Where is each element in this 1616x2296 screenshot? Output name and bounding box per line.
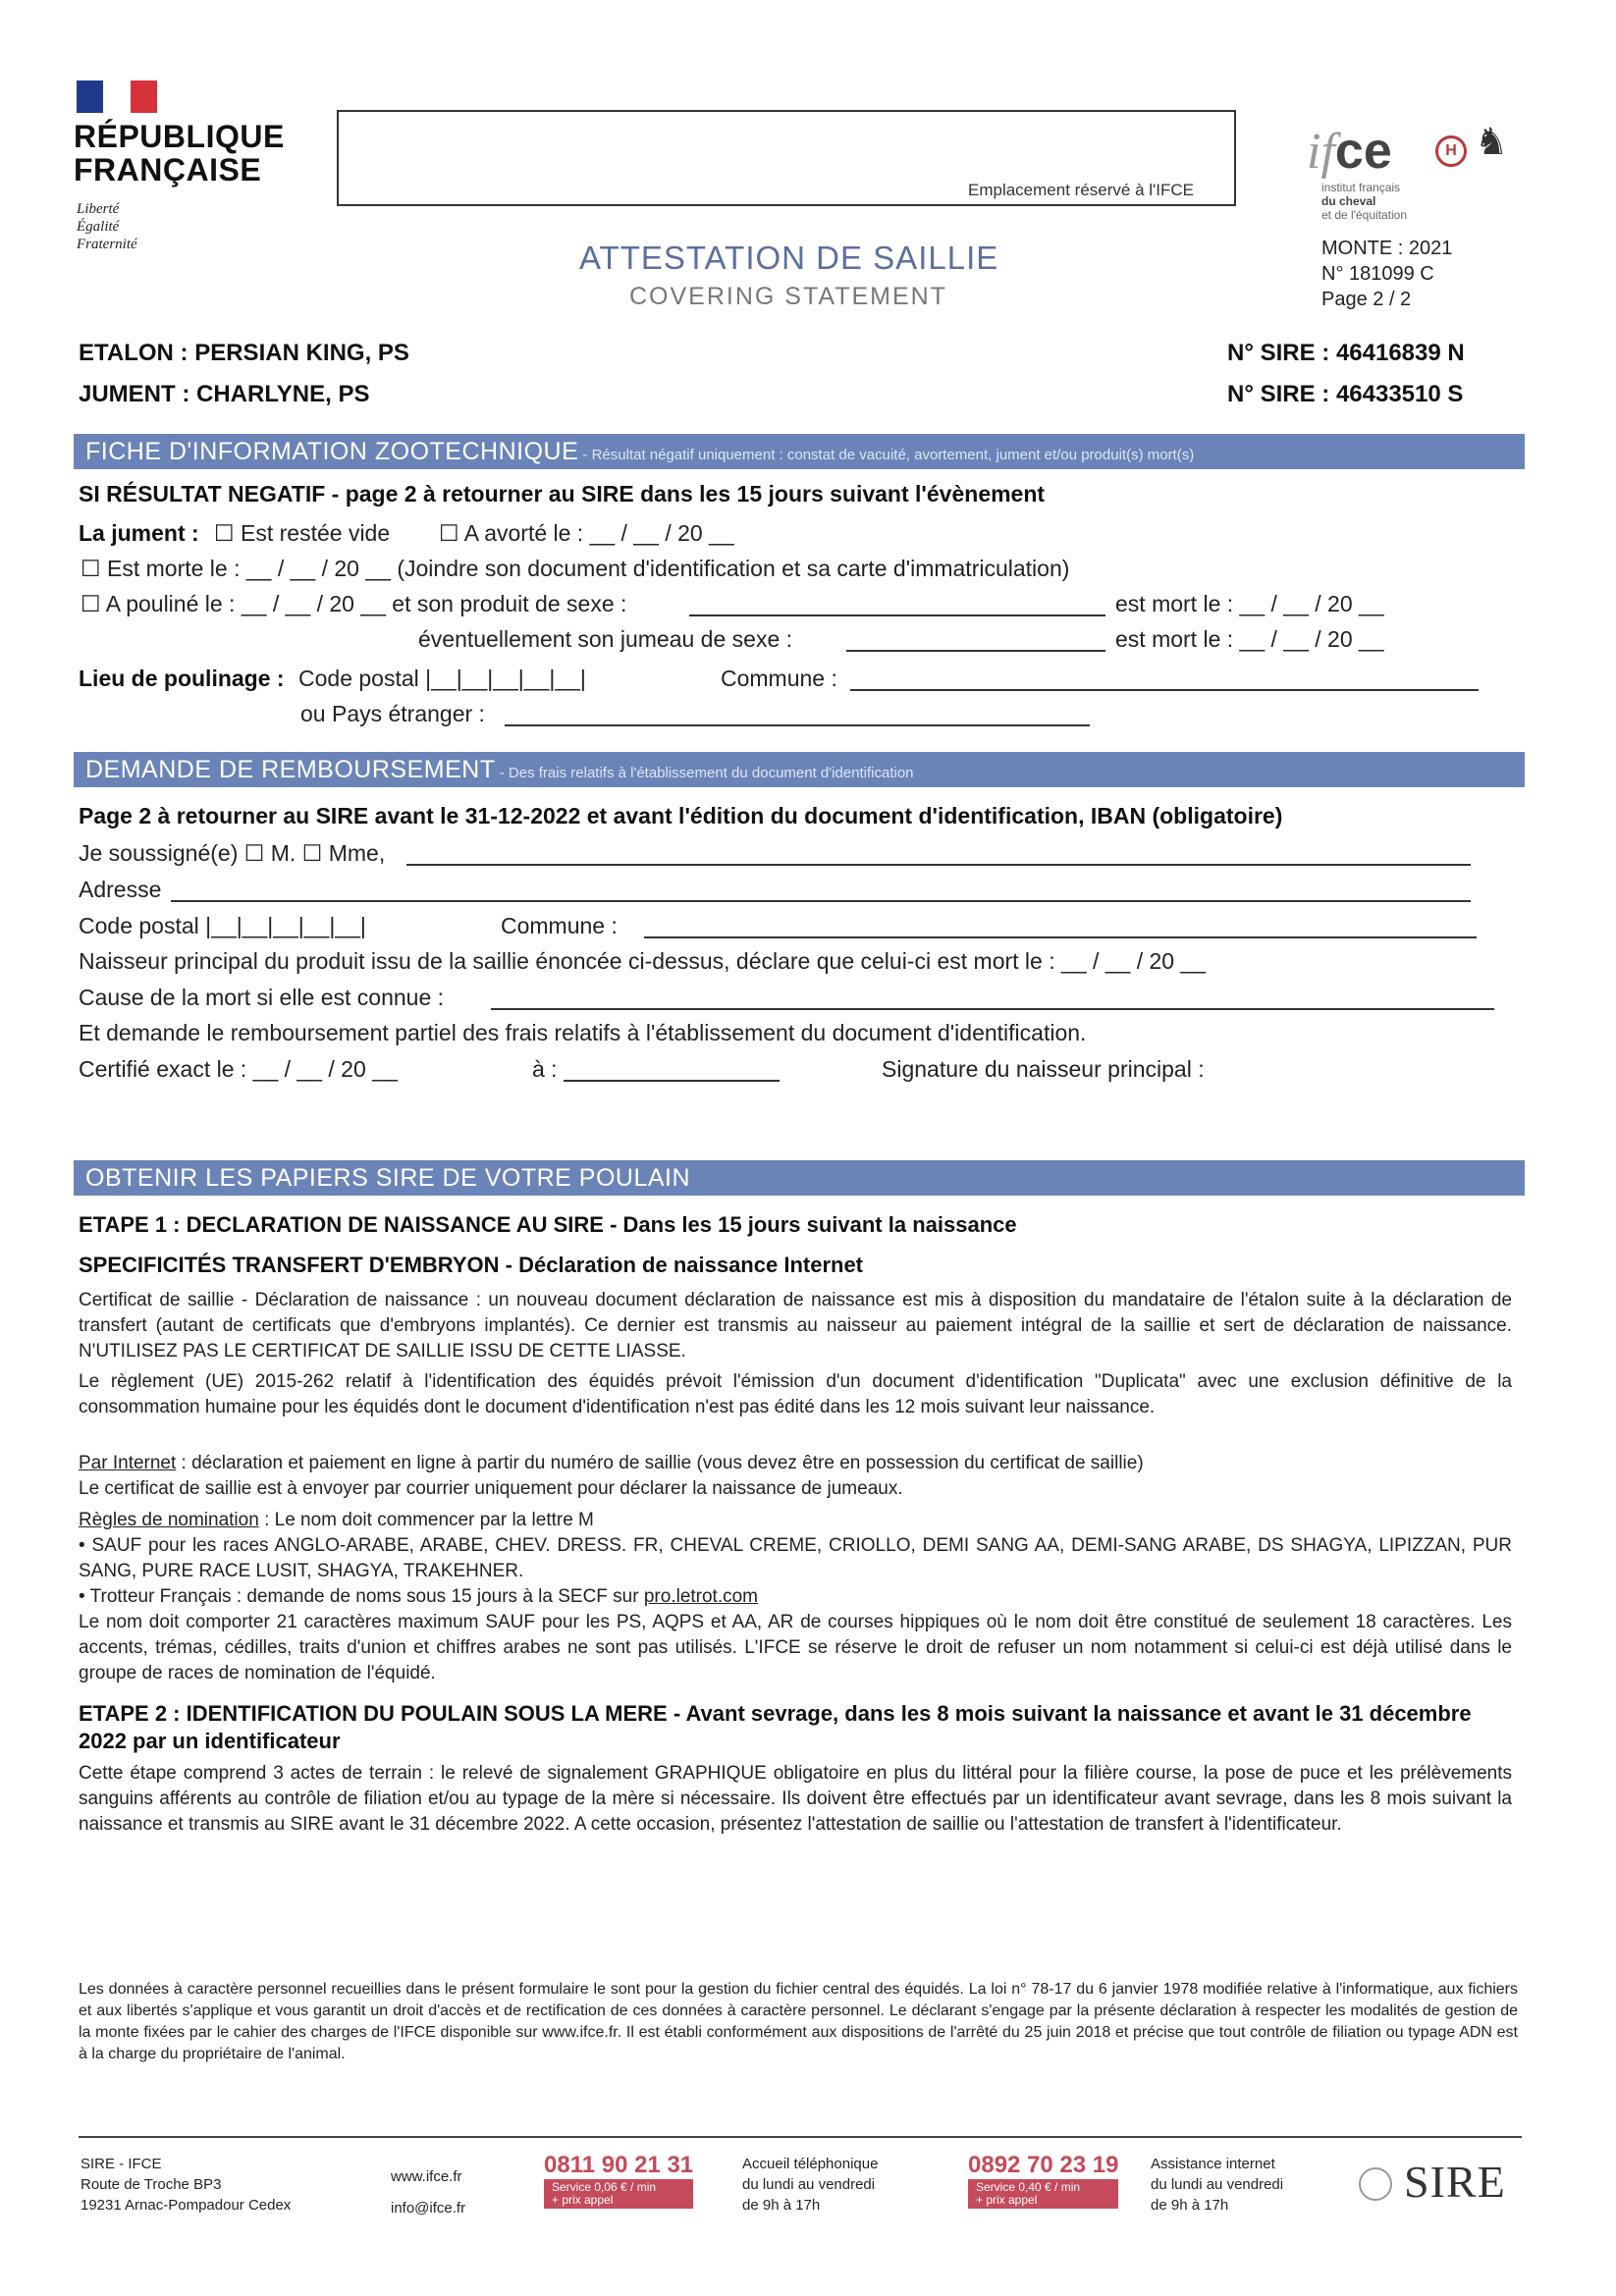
legal-notice: Les données à caractère personnel recueillies dans le présent formulaire le sont pour la gestion du fichier central des équidés. La loi n° 78-17 du 6 janvier 1978 modifiée relative à l'informatique, aux fichiers et aux libertés s'applique et vous garantit un droit d'accès et de rectification de ces données à caractère personnel. Le déclarant s'engage par la présente déclaration à respecter les modalités de gestion de la monte fixées par le cahier des charges de l'IFCE disponible sur www.ifce.fr. Il est établi conformément aux dispositions de l'arrêté du 25 juin 2018 et précise que tout contrôle de filiation ou typage ADN est à la charge du propriétaire de l'animal. <box>79 1981 1518 2062</box>
etalon-name: ETALON : PERSIAN KING, PS <box>79 340 409 366</box>
adresse-label: Adresse <box>79 877 162 902</box>
pays-etranger-field[interactable] <box>505 707 1090 726</box>
website-link[interactable]: www.ifce.fr <box>391 2168 462 2185</box>
ifce-logo: ifce <box>1307 123 1392 180</box>
horse-rider-icon: ♞ <box>1475 122 1509 163</box>
lieu-a-label: à : <box>532 1056 558 1082</box>
republique-francaise-title: RÉPUBLIQUE FRANÇAISE <box>74 119 285 187</box>
sexe-jumeau-field[interactable] <box>846 632 1105 652</box>
checkbox-pouline[interactable]: ☐ A pouliné le : __ / __ / 20 __ et son produit de sexe : <box>81 591 627 616</box>
page-title: ATTESTATION DE SAILLIE <box>579 240 999 276</box>
republique-flag-logo <box>77 80 157 113</box>
sire-logo-icon <box>1359 2167 1392 2201</box>
phone1-text: Accueil téléphonique du lundi au vendredi de 9h à 17h <box>742 2156 879 2214</box>
etape2-heading: ETAPE 2 : IDENTIFICATION DU POULAIN SOUS LA MERE - Avant sevrage, dans les 8 mois suivant la naissance et avant le 31 décembre 2022 par un identificateur <box>79 1701 1472 1753</box>
sauf-races-line: • SAUF pour les races ANGLO-ARABE, ARABE, CHEV. DRESS. FR, CHEVAL CREME, CRIOLLO, DEMI SANG AA, DEMI-SANG ARABE, DS SHAGYA, LIPIZZAN, PUR SANG, PURE RACE LUSIT, SHAGYA, TRAKEHNER. <box>79 1535 1512 1581</box>
nom-rules-paragraph: Le nom doit comporter 21 caractères maximum SAUF pour les PS, AQPS et AA, AR de courses hippiques où le nom doit être constitué de seulement 18 caractères. Les accents, trémas, cédilles, traits d'union et chiffres arabes ne sont pas utilisés. L'IFCE se réserve le droit de refuser un nom notamment si celui-ci est déjà utilisé dans le groupe de races de nomination de l'équidé. <box>79 1612 1512 1683</box>
jumeau-label: éventuellement son jumeau de sexe : <box>418 626 793 652</box>
regles-nomination-line: Règles de nomination : Le nom doit commencer par la lettre M <box>79 1510 594 1530</box>
naisseur-declaration[interactable]: Naisseur principal du produit issu de la saillie énoncée ci-dessus, déclare que celui-ci est mort le : __ / __ / 20 __ <box>79 948 1207 974</box>
email-link[interactable]: info@ifce.fr <box>391 2200 466 2216</box>
sire-logo: SIRE <box>1404 2157 1506 2207</box>
ifce-h-icon: H <box>1435 135 1467 167</box>
letrot-link[interactable]: pro.letrot.com <box>643 1586 759 1607</box>
obtenir-section-header: OBTENIR LES PAPIERS SIRE DE VOTRE POULAIN <box>74 1160 1525 1196</box>
footer-divider <box>79 2136 1522 2138</box>
checkbox-avorte[interactable]: ☐ A avorté le : __ / __ / 20 __ <box>439 520 734 546</box>
phone1-block <box>544 2152 693 2209</box>
fiche-section-header: FICHE D'INFORMATION ZOOTECHNIQUE - Résultat négatif uniquement : constat de vacuité, avortement, jument et/ou produit(s) mort(s) <box>74 434 1525 469</box>
soussigne-label[interactable]: Je soussigné(e) ☐ M. ☐ Mme, <box>79 840 386 866</box>
etape1-heading: ETAPE 1 : DECLARATION DE NAISSANCE AU SIRE - Dans les 15 jours suivant la naissance <box>79 1212 1017 1237</box>
phone1-number[interactable]: 0811 90 21 31 <box>544 2152 694 2178</box>
etalon-sire-number: N° SIRE : 46416839 N <box>1227 340 1465 366</box>
cause-field[interactable] <box>491 990 1494 1010</box>
reglement-paragraph: Le règlement (UE) 2015-262 relatif à l'identification des équidés prévoit l'émission d'un document d'identification "Duplicata" avec une exclusion définitive de la consommation humaine pour les équidés dont le document d'identification n'est pas édité dans les 12 mois suivant leur naissance. <box>79 1371 1512 1417</box>
jument-sire-number: N° SIRE : 46433510 S <box>1227 381 1464 407</box>
code-postal-field[interactable]: Code postal |__|__|__|__|__| <box>298 666 586 691</box>
ifce-reserved-label: Emplacement réservé à l'IFCE <box>968 181 1194 199</box>
commune-label: Commune : <box>721 666 837 691</box>
fiche-heading: SI RÉSULTAT NEGATIF - page 2 à retourner au SIRE dans les 15 jours suivant l'évènement <box>79 481 1046 507</box>
certificat-paragraph: Certificat de saillie - Déclaration de naissance : un nouveau document déclaration de naissance est mis à disposition du mandataire de l'étalon suite à la déclaration de transfert (autant de certificats que d'embryons implantés). Ce dernier est transmis au naisseur au paiement intégral de la saillie et sert de déclaration de naissance. N'UTILISEZ PAS LE CERTIFICAT DE SAILLIE ISSU DE CETTE LIASSE. <box>79 1290 1512 1362</box>
footer-web <box>391 2162 465 2224</box>
remb-commune-label: Commune : <box>501 913 618 938</box>
phone2-badge: Service 0,40 € / min + prix appel <box>968 2179 1118 2209</box>
phone2-text: Assistance internet du lundi au vendredi de 9h à 17h <box>1151 2156 1284 2214</box>
trotteur-line: • Trotteur Français : demande de noms sous 15 jours à la SECF sur pro.letrot.com <box>79 1586 759 1607</box>
republic-motto: Liberté Égalité Fraternité <box>77 201 137 252</box>
remb-commune-field[interactable] <box>644 919 1477 938</box>
phone2-block <box>968 2152 1118 2209</box>
cause-label: Cause de la mort si elle est connue : <box>79 985 445 1010</box>
soussigne-name-field[interactable] <box>406 846 1471 866</box>
remboursement-section-header: DEMANDE DE REMBOURSEMENT - Des frais relatifs à l'établissement du document d'identification <box>74 752 1525 787</box>
checkbox-restee-vide[interactable]: ☐ Est restée vide <box>214 520 391 546</box>
signature-label: Signature du naisseur principal : <box>882 1056 1205 1082</box>
demande-text: Et demande le remboursement partiel des frais relatifs à l'établissement du document d'identification. <box>79 1020 1087 1045</box>
jumeau-mort-date[interactable]: est mort le : __ / __ / 20 __ <box>1115 626 1384 652</box>
certifie-date[interactable]: Certifié exact le : __ / __ / 20 __ <box>79 1056 398 1082</box>
identification-paragraph: Cette étape comprend 3 actes de terrain : le relevé de signalement GRAPHIQUE obligatoire en plus du littéral pour la filière course, la pose de puce et les prélèvements sanguins afférents au contrôle de filiation et/ou au typage de la mère si nécessaire. Ils doivent être effectués par un identificateur avant sevrage, dans les 8 mois suivant la naissance et transmis au SIRE avant le 31 décembre 2022. A cette occasion, présentez l'attestation de saillie ou l'attestation de transfert à l'identificateur. <box>79 1763 1512 1835</box>
phone2-number[interactable]: 0892 70 23 19 <box>968 2152 1119 2178</box>
remboursement-heading: Page 2 à retourner au SIRE avant le 31-12-2022 et avant l'édition du document d'identification, IBAN (obligatoire) <box>79 803 1283 828</box>
lieu-a-field[interactable] <box>564 1062 780 1082</box>
jumeaux-line: Le certificat de saillie est à envoyer par courrier uniquement pour déclarer la naissance de jumeaux. <box>79 1478 903 1499</box>
lieu-poulinage-label: Lieu de poulinage : <box>79 666 285 691</box>
monte-info: MONTE : 2021 N° 181099 C Page 2 / 2 <box>1321 238 1453 310</box>
par-internet-line: Par Internet : déclaration et paiement en ligne à partir du numéro de saillie (vous devez être en possession du certificat de saillie) <box>79 1453 1144 1473</box>
adresse-field[interactable] <box>171 882 1471 902</box>
commune-field[interactable] <box>850 671 1479 691</box>
ifce-subtitle: institut français du cheval et de l'équitation <box>1321 181 1408 222</box>
remb-code-postal-field[interactable]: Code postal |__|__|__|__|__| <box>79 913 366 938</box>
produit-mort-date[interactable]: est mort le : __ / __ / 20 __ <box>1115 591 1384 616</box>
checkbox-morte[interactable]: ☐ Est morte le : __ / __ / 20 __ (Joindre son document d'identification et sa carte d'immatriculation) <box>81 556 1070 581</box>
phone1-badge: Service 0,06 € / min + prix appel <box>544 2179 693 2209</box>
sexe-produit-field[interactable] <box>689 597 1105 616</box>
jument-label: La jument : <box>79 520 199 546</box>
specificites-heading: SPECIFICITÉS TRANSFERT D'EMBRYON - Déclaration de naissance Internet <box>79 1253 864 1277</box>
pays-etranger-label: ou Pays étranger : <box>300 701 485 726</box>
page-subtitle: COVERING STATEMENT <box>629 283 947 310</box>
jument-name: JUMENT : CHARLYNE, PS <box>79 381 370 407</box>
footer-address: SIRE - IFCE Route de Troche BP3 19231 Arnac-Pompadour Cedex <box>81 2156 292 2214</box>
